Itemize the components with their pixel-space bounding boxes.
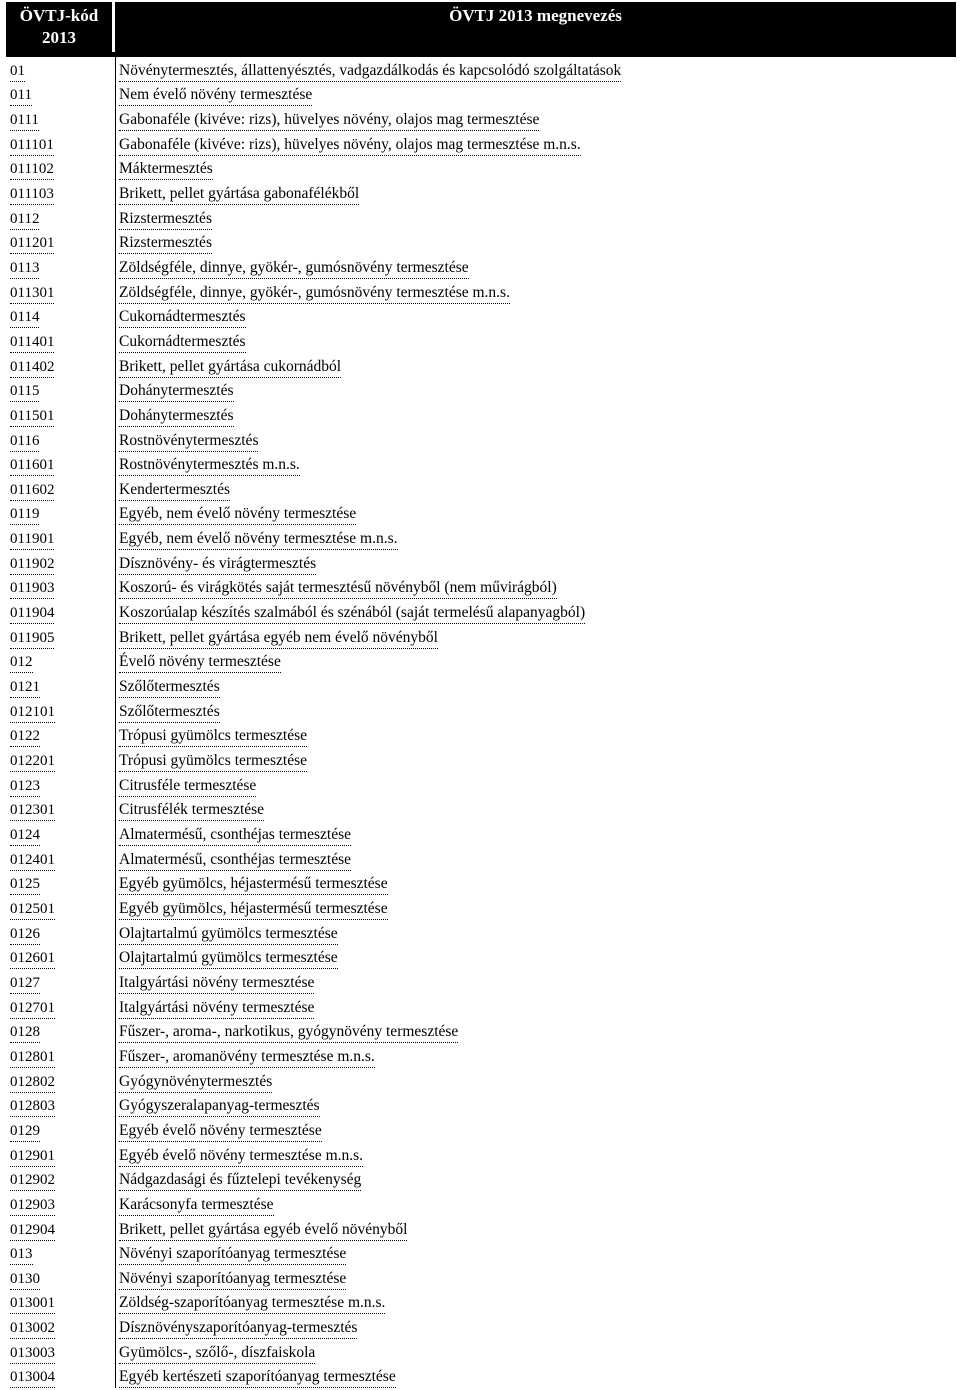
code-cell [6,230,116,255]
name-cell [116,649,956,674]
code-text: 012801 [10,1048,55,1068]
code-text: 01 [10,62,25,82]
table-header [6,2,956,52]
name-cell [116,723,956,748]
table-row [6,402,956,427]
code-cell [6,1093,116,1118]
code-text: 0114 [10,308,39,328]
name-text: Almatermésű, csonthéjas termesztése [119,826,351,846]
name-text: Dísznövényszaporítóanyag-termesztés [119,1319,357,1339]
name-cell [116,230,956,255]
name-text: Italgyártási növény termesztése [119,974,314,994]
code-text: 013003 [10,1344,55,1364]
name-cell [116,945,956,970]
code-cell [6,1241,116,1266]
name-cell [116,82,956,107]
code-text: 011201 [10,234,54,254]
code-cell [6,969,116,994]
code-text: 0128 [10,1023,40,1043]
name-text: Fűszer-, aroma-, narkotikus, gyógynövény termesztése [119,1023,458,1043]
table-row [6,156,956,181]
name-cell [116,1241,956,1266]
name-text: Zöldségféle, dinnye, gyökér-, gumósnövény termesztése m.n.s. [119,284,510,304]
name-cell [116,1191,956,1216]
name-text: Dohánytermesztés [119,407,234,427]
code-text: 0123 [10,777,40,797]
code-cell [6,1191,116,1216]
name-column-header: ÖVTJ 2013 megnevezés [449,6,622,25]
name-cell [116,1265,956,1290]
table-row [6,328,956,353]
name-text: Gyümölcs-, szőlő-, díszfaiskola [119,1344,315,1364]
name-cell [116,698,956,723]
code-text: 012803 [10,1097,55,1117]
table-row [6,723,956,748]
name-cell [116,525,956,550]
name-text: Gabonaféle (kivéve: rizs), hüvelyes növény, olajos mag termesztése m.n.s. [119,136,581,156]
code-text: 012903 [10,1196,55,1216]
name-cell [116,747,956,772]
table-row [6,1167,956,1192]
code-cell [6,1290,116,1315]
name-text: Rostnövénytermesztés m.n.s. [119,456,300,476]
name-cell [116,57,956,82]
code-text: 0119 [10,505,39,525]
code-cell [6,772,116,797]
table-row [6,1314,956,1339]
code-text: 011902 [10,555,54,575]
code-cell [6,1364,116,1389]
table-row [6,1364,956,1389]
name-text: Brikett, pellet gyártása egyéb évelő növényből [119,1221,407,1241]
code-cell [6,304,116,329]
table-row [6,353,956,378]
name-text: Növényi szaporítóanyag termesztése [119,1270,346,1290]
code-cell [6,920,116,945]
name-cell [116,1290,956,1315]
name-cell [116,427,956,452]
code-text: 0115 [10,382,39,402]
table-row [6,624,956,649]
code-cell [6,550,116,575]
code-cell [6,871,116,896]
code-cell [6,328,116,353]
code-text: 013004 [10,1368,55,1388]
code-text: 012201 [10,752,55,772]
table-row [6,1019,956,1044]
table-row [6,82,956,107]
name-cell [116,1117,956,1142]
name-cell [116,254,956,279]
name-cell [116,575,956,600]
code-text: 011401 [10,333,54,353]
table-row [6,452,956,477]
name-cell [116,353,956,378]
name-text: Koszorú- és virágkötés saját termesztésű növényből (nem művirágból) [119,579,557,599]
code-text: 011904 [10,604,54,624]
code-text: 011101 [10,136,54,156]
name-text: Italgyártási növény termesztése [119,999,314,1019]
name-text: Máktermesztés [119,160,213,180]
code-cell [6,402,116,427]
table-row [6,747,956,772]
code-text: 013001 [10,1294,55,1314]
name-cell [116,1093,956,1118]
table-row [6,1241,956,1266]
code-text: 011601 [10,456,54,476]
name-cell [116,279,956,304]
code-cell [6,131,116,156]
name-cell [116,624,956,649]
name-text: Gyógynövénytermesztés [119,1073,272,1093]
code-text: 011905 [10,629,54,649]
code-cell [6,82,116,107]
table-row [6,254,956,279]
code-cell [6,797,116,822]
code-text: 012802 [10,1073,55,1093]
name-cell [116,378,956,403]
code-text: 012701 [10,999,55,1019]
name-text: Brikett, pellet gyártása egyéb nem évelő növényből [119,629,438,649]
table-row [6,1216,956,1241]
table-row [6,1339,956,1364]
table-row [6,550,956,575]
name-cell [116,106,956,131]
name-text: Kendertermesztés [119,481,230,501]
name-text: Zöldségféle, dinnye, gyökér-, gumósnövény termesztése [119,259,469,279]
name-cell [116,304,956,329]
table-row [6,1265,956,1290]
code-text: 0124 [10,826,40,846]
table-row [6,476,956,501]
name-cell [116,821,956,846]
code-cell [6,1043,116,1068]
code-cell [6,1339,116,1364]
table-row [6,279,956,304]
name-text: Fűszer-, aromanövény termesztése m.n.s. [119,1048,375,1068]
name-text: Dohánytermesztés [119,382,234,402]
table-row [6,673,956,698]
table-row [6,1191,956,1216]
table-row [6,821,956,846]
name-text: Növényi szaporítóanyag termesztése [119,1245,346,1265]
name-text: Egyéb gyümölcs, héjastermésű termesztése [119,900,388,920]
name-text: Dísznövény- és virágtermesztés [119,555,316,575]
code-cell [6,1314,116,1339]
name-text: Olajtartalmú gyümölcs termesztése [119,925,338,945]
code-cell [6,575,116,600]
table-row [6,846,956,871]
name-text: Cukornádtermesztés [119,308,246,328]
name-text: Almatermésű, csonthéjas termesztése [119,851,351,871]
table-row [6,131,956,156]
code-cell [6,1167,116,1192]
name-text: Citrusféle termesztése [119,777,256,797]
code-cell [6,649,116,674]
name-text: Szőlőtermesztés [119,678,220,698]
table-row [6,1117,956,1142]
table-body [6,57,956,1388]
table-row [6,772,956,797]
code-cell [6,501,116,526]
code-text: 011501 [10,407,54,427]
name-cell [116,156,956,181]
name-cell [116,846,956,871]
name-text: Nem évelő növény termesztése [119,86,312,106]
code-text: 012501 [10,900,55,920]
code-text: 0125 [10,875,40,895]
code-cell [6,723,116,748]
table-row [6,575,956,600]
name-text: Nádgazdasági és fűztelepi tevékenység [119,1171,361,1191]
code-cell [6,279,116,304]
name-cell [116,673,956,698]
table-row [6,599,956,624]
code-cell [6,427,116,452]
code-cell [6,747,116,772]
name-cell [116,994,956,1019]
table-row [6,797,956,822]
name-cell [116,920,956,945]
code-cell [6,180,116,205]
table-row [6,920,956,945]
name-text: Koszorúalap készítés szalmából és szénából (saját termelésű alapanyagból) [119,604,585,624]
name-text: Brikett, pellet gyártása gabonafélékből [119,185,359,205]
code-text: 011602 [10,481,54,501]
name-cell [116,969,956,994]
code-cell [6,106,116,131]
code-cell [6,698,116,723]
table-row [6,525,956,550]
name-cell [116,1142,956,1167]
code-text: 013002 [10,1319,55,1339]
name-text: Trópusi gyümölcs termesztése [119,727,307,747]
code-cell [6,1142,116,1167]
name-cell [116,402,956,427]
table-row [6,378,956,403]
code-header-label: ÖVTJ-kód [19,6,99,25]
table-row [6,1068,956,1093]
name-cell [116,1216,956,1241]
name-cell [116,599,956,624]
table-row [6,1043,956,1068]
table-row [6,205,956,230]
name-cell [116,476,956,501]
code-text: 012 [10,653,33,673]
table-row [6,649,956,674]
name-text: Cukornádtermesztés [119,333,246,353]
name-text: Egyéb kertészeti szaporítóanyag termesztése [119,1368,396,1388]
name-cell [116,452,956,477]
name-cell [116,501,956,526]
code-column-header [6,2,115,52]
name-cell [116,772,956,797]
name-cell [116,328,956,353]
code-cell [6,673,116,698]
table-row [6,871,956,896]
name-cell [116,1314,956,1339]
code-text: 0127 [10,974,40,994]
table-row [6,698,956,723]
name-text: Rizstermesztés [119,210,212,230]
name-cell [116,797,956,822]
code-cell [6,599,116,624]
code-cell [6,1265,116,1290]
code-text: 012101 [10,703,55,723]
code-text: 011103 [10,185,54,205]
code-cell [6,353,116,378]
code-cell [6,1216,116,1241]
code-cell [6,846,116,871]
name-text: Citrusfélék termesztése [119,801,264,821]
code-text: 012601 [10,949,55,969]
name-text: Egyéb évelő növény termesztése [119,1122,322,1142]
name-cell [116,1167,956,1192]
code-cell [6,452,116,477]
name-cell [116,1364,956,1389]
name-cell [116,180,956,205]
code-cell [6,205,116,230]
table-row [6,180,956,205]
table-row [6,945,956,970]
code-cell [6,1117,116,1142]
code-cell [6,624,116,649]
name-text: Gabonaféle (kivéve: rizs), hüvelyes növény, olajos mag termesztése [119,111,539,131]
name-text: Brikett, pellet gyártása cukornádból [119,358,341,378]
name-text: Egyéb, nem évelő növény termesztése [119,505,356,525]
name-text: Gyógyszeralapanyag-termesztés [119,1097,320,1117]
code-table [6,2,956,1388]
name-cell [116,1339,956,1364]
code-cell [6,57,116,82]
name-text: Egyéb évelő növény termesztése m.n.s. [119,1147,363,1167]
code-cell [6,254,116,279]
code-text: 0126 [10,925,40,945]
name-text: Szőlőtermesztés [119,703,220,723]
table-row [6,1142,956,1167]
name-text: Trópusi gyümölcs termesztése [119,752,307,772]
code-text: 011901 [10,530,54,550]
code-text: 011903 [10,579,54,599]
name-cell [116,895,956,920]
table-row [6,304,956,329]
name-text: Egyéb gyümölcs, héjastermésű termesztése [119,875,388,895]
name-cell [116,131,956,156]
code-cell [6,945,116,970]
code-text: 011 [10,86,32,106]
code-text: 012301 [10,801,55,821]
name-cell [116,871,956,896]
code-text: 0130 [10,1270,40,1290]
code-text: 012902 [10,1171,55,1191]
code-cell [6,994,116,1019]
name-text: Növénytermesztés, állattenyésztés, vadgazdálkodás és kapcsolódó szolgáltatások [119,62,621,82]
code-text: 012401 [10,851,55,871]
code-cell [6,821,116,846]
table-row [6,1290,956,1315]
table-row [6,57,956,82]
code-cell [6,1068,116,1093]
name-text: Karácsonyfa termesztése [119,1196,274,1216]
table-row [6,895,956,920]
code-text: 011402 [10,358,54,378]
code-text: 013 [10,1245,33,1265]
table-row [6,969,956,994]
name-text: Egyéb, nem évelő növény termesztése m.n.s. [119,530,398,550]
table-row [6,106,956,131]
table-row [6,1093,956,1118]
table-row [6,230,956,255]
name-text: Rostnövénytermesztés [119,432,258,452]
name-cell [116,1019,956,1044]
name-cell [116,550,956,575]
name-text: Évelő növény termesztése [119,653,281,673]
code-text: 012901 [10,1147,55,1167]
code-text: 0116 [10,432,39,452]
name-cell [116,1043,956,1068]
code-text: 0122 [10,727,40,747]
table-row [6,994,956,1019]
name-cell [116,1068,956,1093]
name-text: Rizstermesztés [119,234,212,254]
code-text: 0113 [10,259,39,279]
code-header-year: 2013 [42,28,76,47]
name-text: Olajtartalmú gyümölcs termesztése [119,949,338,969]
code-cell [6,1019,116,1044]
code-cell [6,525,116,550]
name-text: Zöldség-szaporítóanyag termesztése m.n.s. [119,1294,385,1314]
name-cell [116,205,956,230]
table-row [6,427,956,452]
table-row [6,501,956,526]
code-text: 0129 [10,1122,40,1142]
code-text: 0111 [10,111,39,131]
code-text: 012904 [10,1221,55,1241]
code-cell [6,476,116,501]
code-cell [6,378,116,403]
code-text: 0121 [10,678,40,698]
code-text: 0112 [10,210,39,230]
code-text: 011102 [10,160,54,180]
code-text: 011301 [10,284,54,304]
code-cell [6,895,116,920]
code-cell [6,156,116,181]
